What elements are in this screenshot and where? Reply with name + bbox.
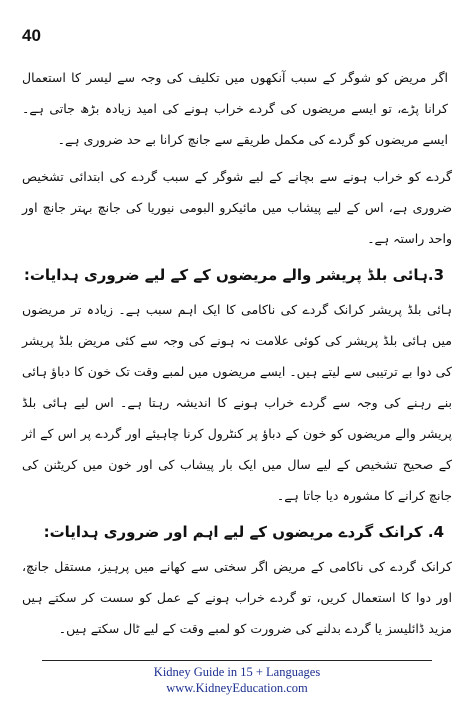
heading-chronic-kidney-patients: 4. کرانک گردے مریضوں کے لیے اہم اور ضروری ہدایات: (43, 523, 444, 541)
page-content (22, 62, 452, 650)
paragraph-microalbuminuria-test: گردے کو خراب ہونے سے بچانے کے لیے شوگر کے سبب گردے کی ابتدائی تشخیص ضروری ہے، اس کے لیے پیشاب میں مائیکرو البومی نیوریا کی جانچ بہتر جانچ اور واحد راستہ ہے۔ (22, 169, 452, 246)
page-number: 40 (22, 26, 41, 45)
paragraph-high-blood-pressure: ہائی بلڈ پریشر کرانک گردے کی ناکامی کا ایک اہم سبب ہے۔ زیادہ تر مریضوں میں ہائی بلڈ پریشر کی کوئی علامت نہ ہونے کی وجہ سے کئی مریض بلڈ پریشر کی دوا بے ترتیبی سے لیتے ہیں۔ ایسے مریضوں میں لمبے وقت تک خون کا دباؤ ہائی بنے رہنے کی وجہ سے گردے خراب ہونے کا اندیشہ رہتا ہے۔ اس لیے ہائی بلڈ پریشر والے مریضوں کو خون کے دباؤ پر کنٹرول کرنا چاہیئے اور گردے پر اس کے اثر کے صحیح تشخیص کے لیے سال میں ایک بار پیشاب کی اور خون میں کریٹنن کی جانچ کرانے کا مشورہ دیا جاتا ہے۔ (22, 302, 452, 503)
heading-high-blood-pressure: 3.ہائی بلڈ پریشر والے مریضوں کے کے لیے ضروری ہدایات: (23, 266, 444, 284)
footer-website-link[interactable]: www.KidneyEducation.com (166, 681, 308, 695)
footer-divider (42, 660, 432, 661)
footer-title: Kidney Guide in 15 + Languages (153, 665, 321, 679)
paragraph-diabetes-eye-laser: اگر مریض کو شوگر کے سبب آنکھوں میں تکلیف کی وجہ سے لیسر کا استعمال کرانا پڑے، تو ایسے مریضوں کی گردے خراب ہونے کی امید زیادہ بڑھ جاتی ہے۔ ایسے مریضوں کو گردے کی مکمل طریقے سے جانچ کرانا بے حد ضروری ہے۔ (22, 70, 448, 147)
page-footer (0, 664, 474, 696)
paragraph-chronic-kidney-patients: کرانک گردے کی ناکامی کے مریض اگر سختی سے کھانے میں پرہیز، مستقل جانچ، اور دوا کا استعمال کریں، تو گردے خراب ہونے کے عمل کو سست کر سکتے ہیں مزید ڈائلیسز یا گردے بدلنے کی ضرورت کو لمبے وقت کے لیے ٹال سکتے ہیں۔ (22, 559, 452, 636)
